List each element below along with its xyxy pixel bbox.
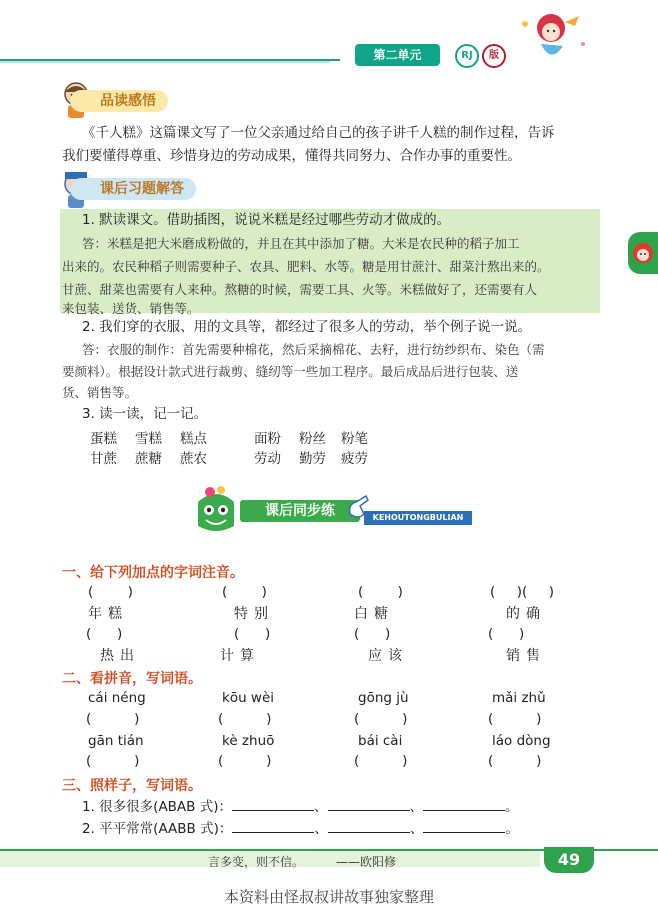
footer-author: ——欧阳修 [336,855,397,869]
reading-line-1: 《千人糕》这篇课文写了一位父亲通过给自己的孩子讲千人糕的制作过程，告诉 [82,125,555,141]
footer-quote: 言多变，则不信。 [208,855,305,869]
word-row1-2: 雪糕 [135,431,162,447]
answer-1-line-4: 来包装、送货、销售等。 [62,301,200,316]
q1-row2-paren-3: ( ) [354,626,391,642]
answer-1-line-2: 出来的。农民种稻子则需要种子、农具、肥料、水等。糖是用甘蔗汁、甜菜汁熬出来的。 [62,259,550,274]
q1-row2-word-4: 销售 [506,648,546,664]
q1-row1-paren-4: ( )( ) [490,584,554,600]
q3-item-1-label: 1. 很多很多(ABAB 式)： [82,799,232,815]
word-row2-2: 蔗糖 [135,451,162,467]
practice-banner-en: KEHOUTONGBULIAN [364,511,472,525]
page-number: 49 [557,850,581,869]
answer-1-line-3: 甘蔗、甜菜也需要有人来种。熬糖的时候，需要工具、火等。米糕做好了，还需要有人 [62,282,538,297]
q3-item-1-end: 。 [505,799,519,815]
q1-row1-word-3: 白糖 [354,606,394,622]
q3-item-2 [82,818,519,841]
word-row1-4: 面粉 [254,431,281,447]
practice-banner: 课后同步练 [240,500,360,522]
practice-q1-title: 一、给下列加点的字词注音。 [62,565,244,581]
answers-section-title: 课后习题解答 [70,178,196,200]
question-2: 2. 我们穿的衣服、用的文具等，都经过了很多人的劳动，举个例子说一说。 [82,319,532,335]
question-3: 3. 读一读，记一记。 [82,406,208,422]
q3-item-1-blank-2[interactable] [328,796,410,811]
q3-item-2-sep-2: 、 [409,821,424,837]
q3-item-1-sep-2: 、 [409,799,423,815]
pinyin-7: bái cài [358,733,403,749]
q3-item-2-blank-3[interactable] [423,818,505,833]
pinyin-1: cái néng [88,690,146,706]
reading-section-title: 品读感悟 [70,90,168,112]
pinyin-3: gōng jù [358,690,409,706]
word-row2-6: 疲劳 [341,451,368,467]
q2-row1-paren-3: ( ) [354,711,408,727]
green-monster-icon [190,484,242,536]
question-1: 1. 默读课文。借助插图，说说米糕是经过哪些劳动才做成的。 [82,212,451,228]
answer-1-line-1: 答：米糕是把大米磨成粉做的，并且在其中添加了糖。大米是农民种的稻子加工 [82,236,520,251]
q3-item-1-blank-3[interactable] [423,796,505,811]
q1-row1-word-2: 特别 [234,606,274,622]
q3-item-2-end: 。 [505,821,519,837]
q3-item-2-sep-1: 、 [314,821,328,837]
pinyin-2: kōu wèi [222,690,275,706]
edition-rj-badge: RJ [455,44,479,68]
q1-row2-word-3: 应该 [368,648,408,664]
edition-ban-badge: 版 [482,44,506,68]
q3-item-1 [82,796,519,819]
q1-row2-paren-4: ( ) [488,626,525,642]
word-row1-5: 粉丝 [299,431,326,447]
q2-row2-paren-1: ( ) [86,753,140,769]
girl-mascot-icon [505,4,595,68]
practice-q3-title: 三、照样子，写词语。 [62,778,202,794]
q2-row1-paren-1: ( ) [86,711,140,727]
q2-row1-paren-4: ( ) [488,711,542,727]
q1-row1-paren-3: ( ) [358,584,403,600]
q1-row1-paren-2: ( ) [222,584,267,600]
unit-label: 第二单元 [373,48,422,62]
credit-line: 本资料由怪叔叔讲故事独家整理 [223,888,434,906]
q2-row2-paren-3: ( ) [354,753,408,769]
q3-item-2-label: 2. 平平常常(AABB 式)： [82,821,233,837]
q3-item-2-blank-1[interactable] [232,818,314,833]
word-row1-1: 蛋糕 [90,431,117,447]
pinyin-4: mǎi zhǔ [492,690,546,706]
word-row2-3: 蔗农 [180,451,207,467]
q1-row1-word-4: 的确 [506,606,546,622]
word-row2-1: 甘蔗 [90,451,117,467]
pinyin-6: kè zhuō [222,733,275,749]
q3-item-1-blank-1[interactable] [232,796,314,811]
answer-2-line-2: 要颜料）。根据设计款式进行裁剪、缝纫等一些加工程序。最后成品后进行包装、送 [62,364,519,379]
q3-item-2-blank-2[interactable] [328,818,410,833]
pinyin-5: gān tián [88,733,144,749]
answer-2-line-1: 答：衣服的制作：首先需要种棉花，然后采摘棉花、去籽，进行纺纱织布、染色（需 [82,342,545,357]
q2-row1-paren-2: ( ) [218,711,272,727]
q1-row1-paren-1: ( ) [88,584,133,600]
word-row2-5: 勤劳 [299,451,326,467]
answer-2-line-3: 货、销售等。 [62,385,138,400]
q1-row1-word-1: 年糕 [88,606,128,622]
side-tab-mascot-icon [628,236,656,270]
pinyin-8: láo dòng [492,733,551,749]
q1-row2-word-2: 计算 [220,648,260,664]
word-row2-4: 劳动 [254,451,281,467]
q1-row2-word-1: 热出 [100,648,140,664]
q3-item-1-sep-1: 、 [314,799,328,815]
word-row1-3: 糕点 [180,431,207,447]
word-row1-6: 粉笔 [341,431,368,447]
practice-q2-title: 二、看拼音，写词语。 [62,671,202,687]
reading-line-2: 我们要懂得尊重、珍惜身边的劳动成果，懂得共同努力、合作办事的重要性。 [62,148,521,164]
q1-row2-paren-2: ( ) [234,626,271,642]
q1-row2-paren-1: ( ) [86,626,123,642]
q2-row2-paren-4: ( ) [488,753,542,769]
q2-row2-paren-2: ( ) [218,753,272,769]
